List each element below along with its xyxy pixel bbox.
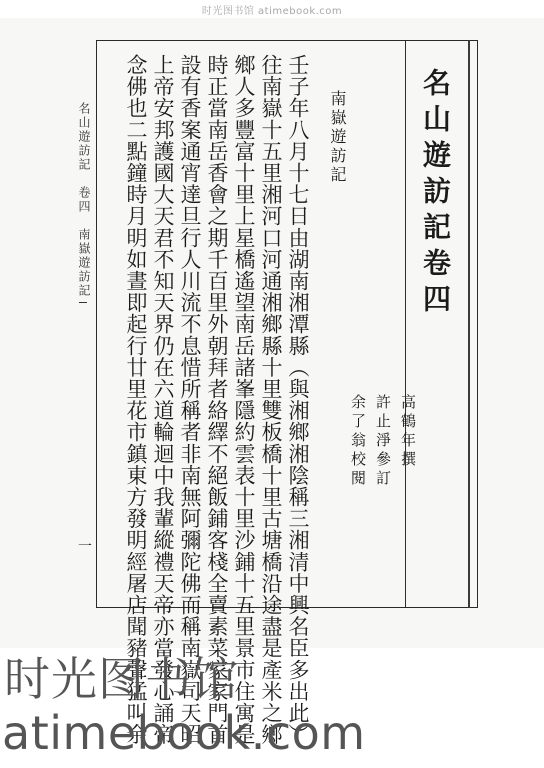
body-column: 往南嶽十五里湘河口河通湘鄉縣十里雙板橋十里古塘橋沿途盡是產米之鄉 (259, 54, 283, 746)
credit-proofreader: 余了翁校閱 (349, 394, 367, 489)
watermark-line-1: 时光图书馆 (4, 652, 239, 706)
title-separator-line (405, 41, 406, 607)
body-column: 壬子年八月十七日由湖南湘潭縣（與湘鄉湘陰稱三湘清中興名臣多出此） (286, 54, 310, 746)
top-watermark: 时光图书馆 atimebook.com (201, 6, 343, 17)
body-column: 設有香案通宵達旦行人川流不息惜所稱者非南無阿彌陀佛而稱南嶽司天昭 (178, 54, 202, 746)
body-column: 上帝安邦護國大天君不知天界仍在六道輪迴中我輩縱禮天帝亦當發心誦帝 (151, 54, 175, 746)
bottom-watermark (0, 652, 544, 760)
page-number: 一 (78, 539, 92, 555)
margin-running-title: 名山遊訪記 卷四 南嶽遊訪記 (77, 102, 91, 298)
credit-reviser: 許止淨參訂 (374, 394, 392, 489)
credit-author: 高鶴年撰 (399, 394, 417, 470)
book-title: 名山遊訪記卷四 (419, 68, 452, 320)
margin-mark (79, 302, 87, 303)
watermark-line-2: atimebook.com (2, 706, 366, 760)
frame-double-line (468, 40, 470, 608)
body-column: 鄉人多豐富十里上星橋遙望南岳諸峯隱約雲表十里沙鋪十五里景市住寓是 (232, 54, 256, 746)
body-column: 時正當南岳香會之期千百里外朝拜者絡繹不絕飯鋪客棧全賣素菜家家門首 (205, 54, 229, 746)
section-title: 南嶽遊訪記 (328, 90, 347, 185)
body-column: 念佛也二點鐘時月明如晝即起行廿里花市鎮東方發明經屠店聞豬聲猛叫余 (124, 54, 148, 746)
